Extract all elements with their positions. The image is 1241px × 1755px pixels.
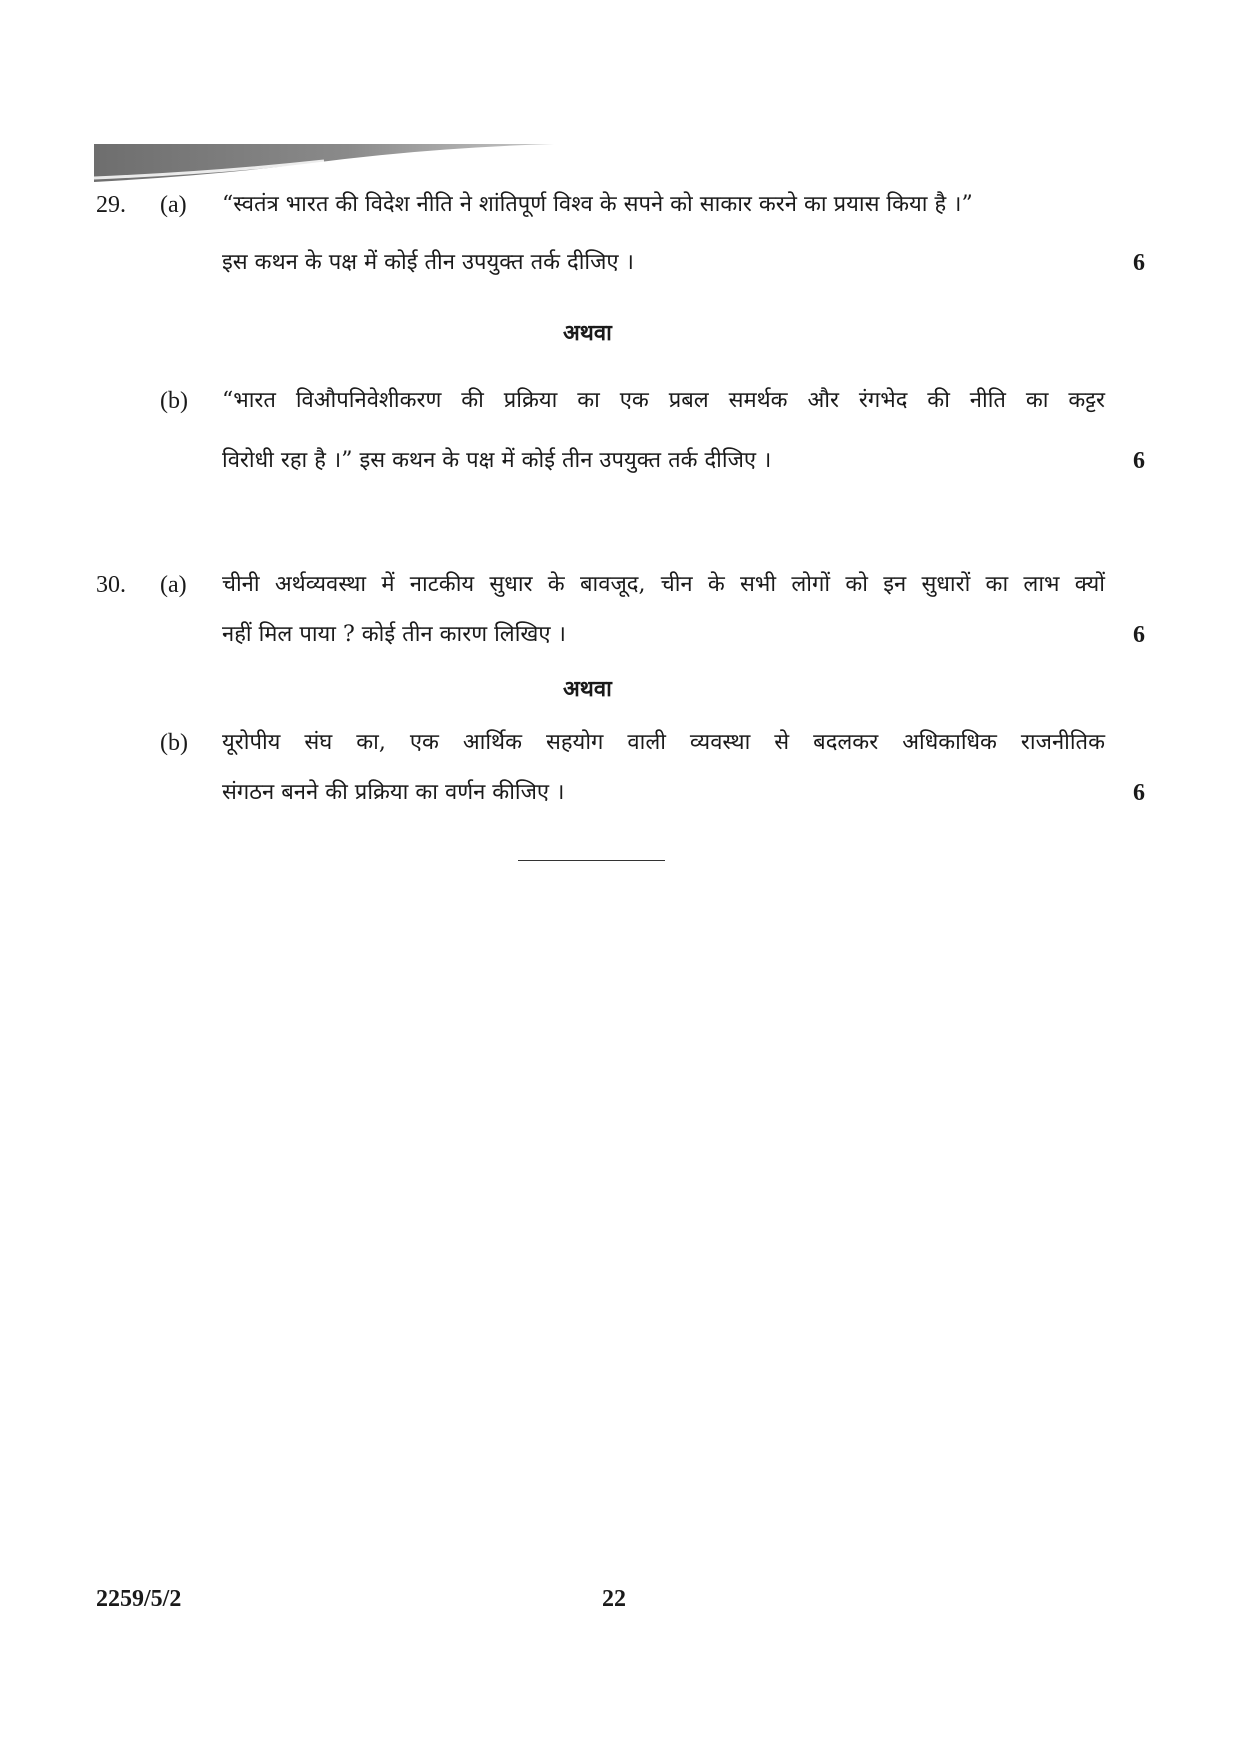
question-text-line: “भारत विऔपनिवेशीकरण की प्रक्रिया का एक प्रबल समर्थक और रंगभेद की नीति का कट्टर: [222, 388, 1105, 413]
header-decoration: [94, 140, 554, 186]
question-text-line: “स्वतंत्र भारत की विदेश नीति ने शांतिपूर्ण विश्व के सपने को साकार करने का प्रयास किया है ।”: [222, 192, 973, 217]
or-divider: अथवा: [563, 676, 612, 702]
or-divider: अथवा: [563, 320, 612, 346]
paper-code: 2259/5/2: [96, 1586, 182, 1612]
question-number: 30.: [96, 572, 126, 598]
marks: 6: [1133, 780, 1145, 806]
part-label: (a): [160, 192, 187, 218]
question-text-line: चीनी अर्थव्यवस्था में नाटकीय सुधार के बावजूद, चीन के सभी लोगों को इन सुधारों का लाभ क्यों: [222, 572, 1105, 597]
marks: 6: [1133, 622, 1145, 648]
marks: 6: [1133, 448, 1145, 474]
end-divider: [518, 860, 665, 861]
part-label: (b): [160, 388, 188, 414]
page-number: 22: [602, 1586, 626, 1612]
part-label: (b): [160, 730, 188, 756]
question-text-line: संगठन बनने की प्रक्रिया का वर्णन कीजिए ।: [222, 780, 565, 805]
marks: 6: [1133, 250, 1145, 276]
question-text-line: नहीं मिल पाया ? कोई तीन कारण लिखिए ।: [222, 622, 566, 647]
part-label: (a): [160, 572, 187, 598]
question-text-line: विरोधी रहा है ।” इस कथन के पक्ष में कोई तीन उपयुक्त तर्क दीजिए ।: [222, 448, 772, 473]
question-text-line: यूरोपीय संघ का, एक आर्थिक सहयोग वाली व्यवस्था से बदलकर अधिकाधिक राजनीतिक: [222, 730, 1105, 755]
question-number: 29.: [96, 192, 126, 218]
question-text-line: इस कथन के पक्ष में कोई तीन उपयुक्त तर्क दीजिए ।: [222, 250, 634, 275]
